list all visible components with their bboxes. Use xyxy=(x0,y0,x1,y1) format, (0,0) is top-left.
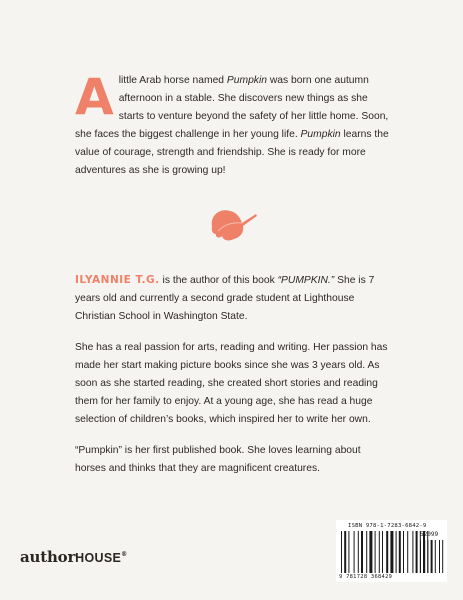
isbn-label: ISBN 978-1-7283-6842-9 xyxy=(348,523,427,529)
leaf-icon xyxy=(206,203,260,243)
synopsis-name-2: Pumpkin xyxy=(300,129,341,140)
synopsis-paragraph xyxy=(75,68,393,180)
barcode xyxy=(336,520,447,582)
bio-text-1b: She is 7 years old and currently a second grade student at Lighthouse Christian School in Washington State. xyxy=(75,275,375,322)
bio-paragraph-1 xyxy=(75,271,393,326)
synopsis-text-3: learns the value of courage, strength and friendship. She is ready for more adventures as she is growing up! xyxy=(75,129,389,176)
author-bio xyxy=(75,271,393,491)
drop-cap: A xyxy=(75,68,114,126)
price-code: 52099 xyxy=(420,531,439,538)
synopsis-text-1: little Arab horse named xyxy=(118,75,227,86)
bio-paragraph-3: “Pumpkin” is her first published book. She loves learning about horses and thinks that they are magnificent creatures. xyxy=(75,445,361,474)
bio-paragraph-2: She has a real passion for arts, reading and writing. Her passion has made her start making picture books since she was 3 years old. As soon as she started reading, she created short stories and reading them for her family to enjoy. At a young age, she has read a huge selection of children’s books, which inspired her to write her own. xyxy=(75,342,388,425)
barcode-bars xyxy=(336,520,447,582)
bio-text-1a: is the author of this book xyxy=(159,275,278,286)
logo-registered-mark: ® xyxy=(121,551,127,558)
logo-house: HOUSE xyxy=(75,551,122,565)
book-title: “PUMPKIN.” xyxy=(277,275,335,286)
barcode-digits: 9 781728 368429 xyxy=(339,574,393,580)
publisher-logo xyxy=(20,548,127,566)
logo-author: author xyxy=(20,548,76,566)
author-name: ILYANNIE T.G. xyxy=(75,274,160,286)
synopsis-text-2: was born one autumn afternoon in a stable. She discovers new things as she starts to venture beyond the safety of her little home. Soon, she faces the biggest challenge in her young life. xyxy=(75,75,389,140)
synopsis-name-1: Pumpkin xyxy=(226,75,267,86)
